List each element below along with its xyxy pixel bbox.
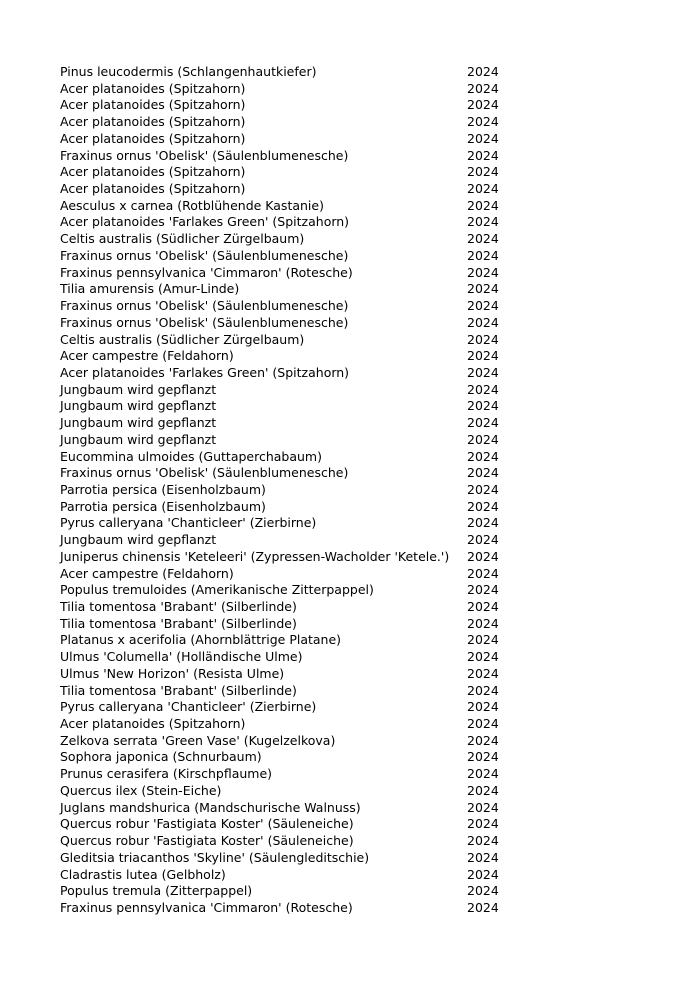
table-row <box>60 231 520 248</box>
planting-year: 2024 <box>467 599 499 614</box>
tree-species-name: Zelkova serrata 'Green Vase' (Kugelzelkova) <box>60 732 336 748</box>
planting-year: 2024 <box>467 97 499 113</box>
tree-species-name: Tilia amurensis (Amur-Linde) <box>60 281 240 297</box>
tree-species-name: Parrotia persica (Eisenholzbaum) <box>60 498 266 514</box>
planting-year: 2024 <box>467 665 499 681</box>
tree-species-name: Acer platanoides (Spitzahorn) <box>60 181 246 197</box>
tree-species-name: Quercus ilex (Stein-Eiche) <box>60 782 222 798</box>
planting-year: 2024 <box>467 883 499 899</box>
planting-year: 2024 <box>467 264 499 280</box>
tree-species-name: Cladrastis lutea (Gelbholz) <box>60 866 226 882</box>
planting-year: 2024 <box>467 415 499 431</box>
tree-species-name: Quercus robur 'Fastigiata Koster' (Säuleneiche) <box>60 816 354 832</box>
planting-year: 2024 <box>467 130 499 146</box>
tree-species-name: Tilia tomentosa 'Brabant' (Silberlinde) <box>60 682 297 698</box>
planting-year: 2024 <box>467 849 499 865</box>
tree-species-name: Jungbaum wird gepflanzt <box>60 415 217 431</box>
tree-species-name: Pyrus calleryana 'Chanticleer' (Zierbirne) <box>60 515 317 531</box>
table-row <box>60 816 520 833</box>
table-row <box>60 716 520 733</box>
table-row <box>60 332 520 349</box>
table-row <box>60 649 520 666</box>
planting-year: 2024 <box>467 649 499 665</box>
table-row <box>60 97 520 114</box>
table-row <box>60 867 520 884</box>
planting-year: 2024 <box>467 298 499 314</box>
planting-year: 2024 <box>467 632 499 648</box>
tree-planting-list <box>60 64 520 917</box>
tree-species-name: Pinus leucodermis (Schlangenhautkiefer) <box>60 64 317 79</box>
table-row <box>60 81 520 98</box>
table-row <box>60 833 520 850</box>
planting-year: 2024 <box>467 231 499 247</box>
table-row <box>60 532 520 549</box>
planting-year: 2024 <box>467 247 499 263</box>
tree-species-name: Fraxinus ornus 'Obelisk' (Säulenblumenesche) <box>60 147 349 163</box>
planting-year: 2024 <box>467 381 499 397</box>
tree-species-name: Acer platanoides (Spitzahorn) <box>60 716 246 732</box>
tree-species-name: Jungbaum wird gepflanzt <box>60 532 217 548</box>
table-row <box>60 783 520 800</box>
planting-year: 2024 <box>467 197 499 213</box>
tree-species-name: Jungbaum wird gepflanzt <box>60 398 217 414</box>
tree-species-name: Prunus cerasifera (Kirschpflaume) <box>60 766 273 782</box>
table-row <box>60 599 520 616</box>
table-row <box>60 850 520 867</box>
table-row <box>60 566 520 583</box>
table-row <box>60 298 520 315</box>
table-row <box>60 131 520 148</box>
tree-species-name: Acer platanoides (Spitzahorn) <box>60 114 246 130</box>
tree-species-name: Populus tremula (Zitterpappel) <box>60 883 253 899</box>
tree-species-name: Acer platanoides (Spitzahorn) <box>60 164 246 180</box>
planting-year: 2024 <box>467 364 499 380</box>
table-row <box>60 465 520 482</box>
tree-species-name: Fraxinus ornus 'Obelisk' (Säulenblumenesche) <box>60 247 349 263</box>
tree-species-name: Tilia tomentosa 'Brabant' (Silberlinde) <box>60 599 297 614</box>
planting-year: 2024 <box>467 431 499 447</box>
tree-species-name: Platanus x acerifolia (Ahornblättrige Platane) <box>60 632 342 648</box>
table-row <box>60 265 520 282</box>
table-row <box>60 214 520 231</box>
planting-year: 2024 <box>467 314 499 330</box>
tree-species-name: Ulmus 'Columella' (Holländische Ulme) <box>60 649 303 665</box>
tree-species-name: Parrotia persica (Eisenholzbaum) <box>60 481 266 497</box>
tree-species-name: Fraxinus ornus 'Obelisk' (Säulenblumenesche) <box>60 298 349 314</box>
planting-year: 2024 <box>467 465 499 481</box>
planting-year: 2024 <box>467 833 499 849</box>
tree-species-name: Juglans mandshurica (Mandschurische Walnuss) <box>60 799 361 815</box>
table-row <box>60 348 520 365</box>
planting-year: 2024 <box>467 782 499 798</box>
planting-year: 2024 <box>467 699 499 715</box>
tree-species-name: Jungbaum wird gepflanzt <box>60 431 217 447</box>
table-row <box>60 398 520 415</box>
tree-species-name: Celtis australis (Südlicher Zürgelbaum) <box>60 331 305 347</box>
planting-year: 2024 <box>467 816 499 832</box>
table-row <box>60 64 520 81</box>
planting-year: 2024 <box>467 732 499 748</box>
table-row <box>60 148 520 165</box>
planting-year: 2024 <box>467 64 499 79</box>
planting-year: 2024 <box>467 615 499 631</box>
planting-year: 2024 <box>467 281 499 297</box>
planting-year: 2024 <box>467 498 499 514</box>
table-row <box>60 666 520 683</box>
planting-year: 2024 <box>467 866 499 882</box>
table-row <box>60 449 520 466</box>
tree-species-name: Fraxinus pennsylvanica 'Cimmaron' (Rotesche) <box>60 264 353 280</box>
table-row <box>60 582 520 599</box>
tree-species-name: Celtis australis (Südlicher Zürgelbaum) <box>60 231 305 247</box>
tree-species-name: Acer platanoides 'Farlakes Green' (Spitzahorn) <box>60 364 350 380</box>
tree-species-name: Acer campestre (Feldahorn) <box>60 565 234 581</box>
tree-species-name: Fraxinus pennsylvanica 'Cimmaron' (Rotesche) <box>60 899 353 915</box>
tree-species-name: Jungbaum wird gepflanzt <box>60 381 217 397</box>
planting-year: 2024 <box>467 766 499 782</box>
tree-species-name: Ulmus 'New Horizon' (Resista Ulme) <box>60 665 285 681</box>
table-row <box>60 198 520 215</box>
table-row <box>60 164 520 181</box>
table-row <box>60 800 520 817</box>
tree-species-name: Pyrus calleryana 'Chanticleer' (Zierbirne) <box>60 699 317 715</box>
tree-species-name: Populus tremuloides (Amerikanische Zitterpappel) <box>60 582 374 598</box>
planting-year: 2024 <box>467 398 499 414</box>
table-row <box>60 248 520 265</box>
planting-year: 2024 <box>467 114 499 130</box>
planting-year: 2024 <box>467 716 499 732</box>
tree-species-name: Acer platanoides (Spitzahorn) <box>60 130 246 146</box>
table-row <box>60 281 520 298</box>
planting-year: 2024 <box>467 532 499 548</box>
table-row <box>60 315 520 332</box>
tree-species-name: Fraxinus ornus 'Obelisk' (Säulenblumenesche) <box>60 314 349 330</box>
planting-year: 2024 <box>467 80 499 96</box>
table-row <box>60 114 520 131</box>
planting-year: 2024 <box>467 548 499 564</box>
table-row <box>60 766 520 783</box>
table-row <box>60 549 520 566</box>
planting-year: 2024 <box>467 481 499 497</box>
tree-species-name: Gleditsia triacanthos 'Skyline' (Säulengleditschie) <box>60 849 370 865</box>
planting-year: 2024 <box>467 448 499 464</box>
table-row <box>60 883 520 900</box>
table-row <box>60 515 520 532</box>
planting-year: 2024 <box>467 899 499 915</box>
planting-year: 2024 <box>467 749 499 765</box>
planting-year: 2024 <box>467 515 499 531</box>
table-row <box>60 482 520 499</box>
planting-year: 2024 <box>467 348 499 364</box>
table-row <box>60 683 520 700</box>
planting-year: 2024 <box>467 582 499 598</box>
table-row <box>60 365 520 382</box>
table-row <box>60 181 520 198</box>
tree-species-name: Sophora japonica (Schnurbaum) <box>60 749 262 765</box>
planting-year: 2024 <box>467 181 499 197</box>
planting-year: 2024 <box>467 565 499 581</box>
tree-species-name: Eucommina ulmoides (Guttaperchabaum) <box>60 448 322 464</box>
tree-species-name: Tilia tomentosa 'Brabant' (Silberlinde) <box>60 615 297 631</box>
tree-species-name: Quercus robur 'Fastigiata Koster' (Säuleneiche) <box>60 833 354 849</box>
tree-species-name: Fraxinus ornus 'Obelisk' (Säulenblumenesche) <box>60 465 349 481</box>
table-row <box>60 499 520 516</box>
tree-species-name: Acer platanoides 'Farlakes Green' (Spitzahorn) <box>60 214 350 230</box>
table-row <box>60 432 520 449</box>
tree-species-name: Juniperus chinensis 'Keteleeri' (Zypressen-Wacholder 'Ketele.') <box>60 548 450 564</box>
table-row <box>60 415 520 432</box>
planting-year: 2024 <box>467 164 499 180</box>
planting-year: 2024 <box>467 147 499 163</box>
table-row <box>60 632 520 649</box>
table-row <box>60 900 520 917</box>
tree-species-name: Acer platanoides (Spitzahorn) <box>60 80 246 96</box>
table-row <box>60 616 520 633</box>
planting-year: 2024 <box>467 331 499 347</box>
planting-year: 2024 <box>467 682 499 698</box>
table-row <box>60 733 520 750</box>
tree-species-name: Acer platanoides (Spitzahorn) <box>60 97 246 113</box>
table-row <box>60 749 520 766</box>
tree-species-name: Aesculus x carnea (Rotblühende Kastanie) <box>60 197 324 213</box>
tree-species-name: Acer campestre (Feldahorn) <box>60 348 234 364</box>
planting-year: 2024 <box>467 214 499 230</box>
table-row <box>60 382 520 399</box>
table-row <box>60 699 520 716</box>
planting-year: 2024 <box>467 799 499 815</box>
